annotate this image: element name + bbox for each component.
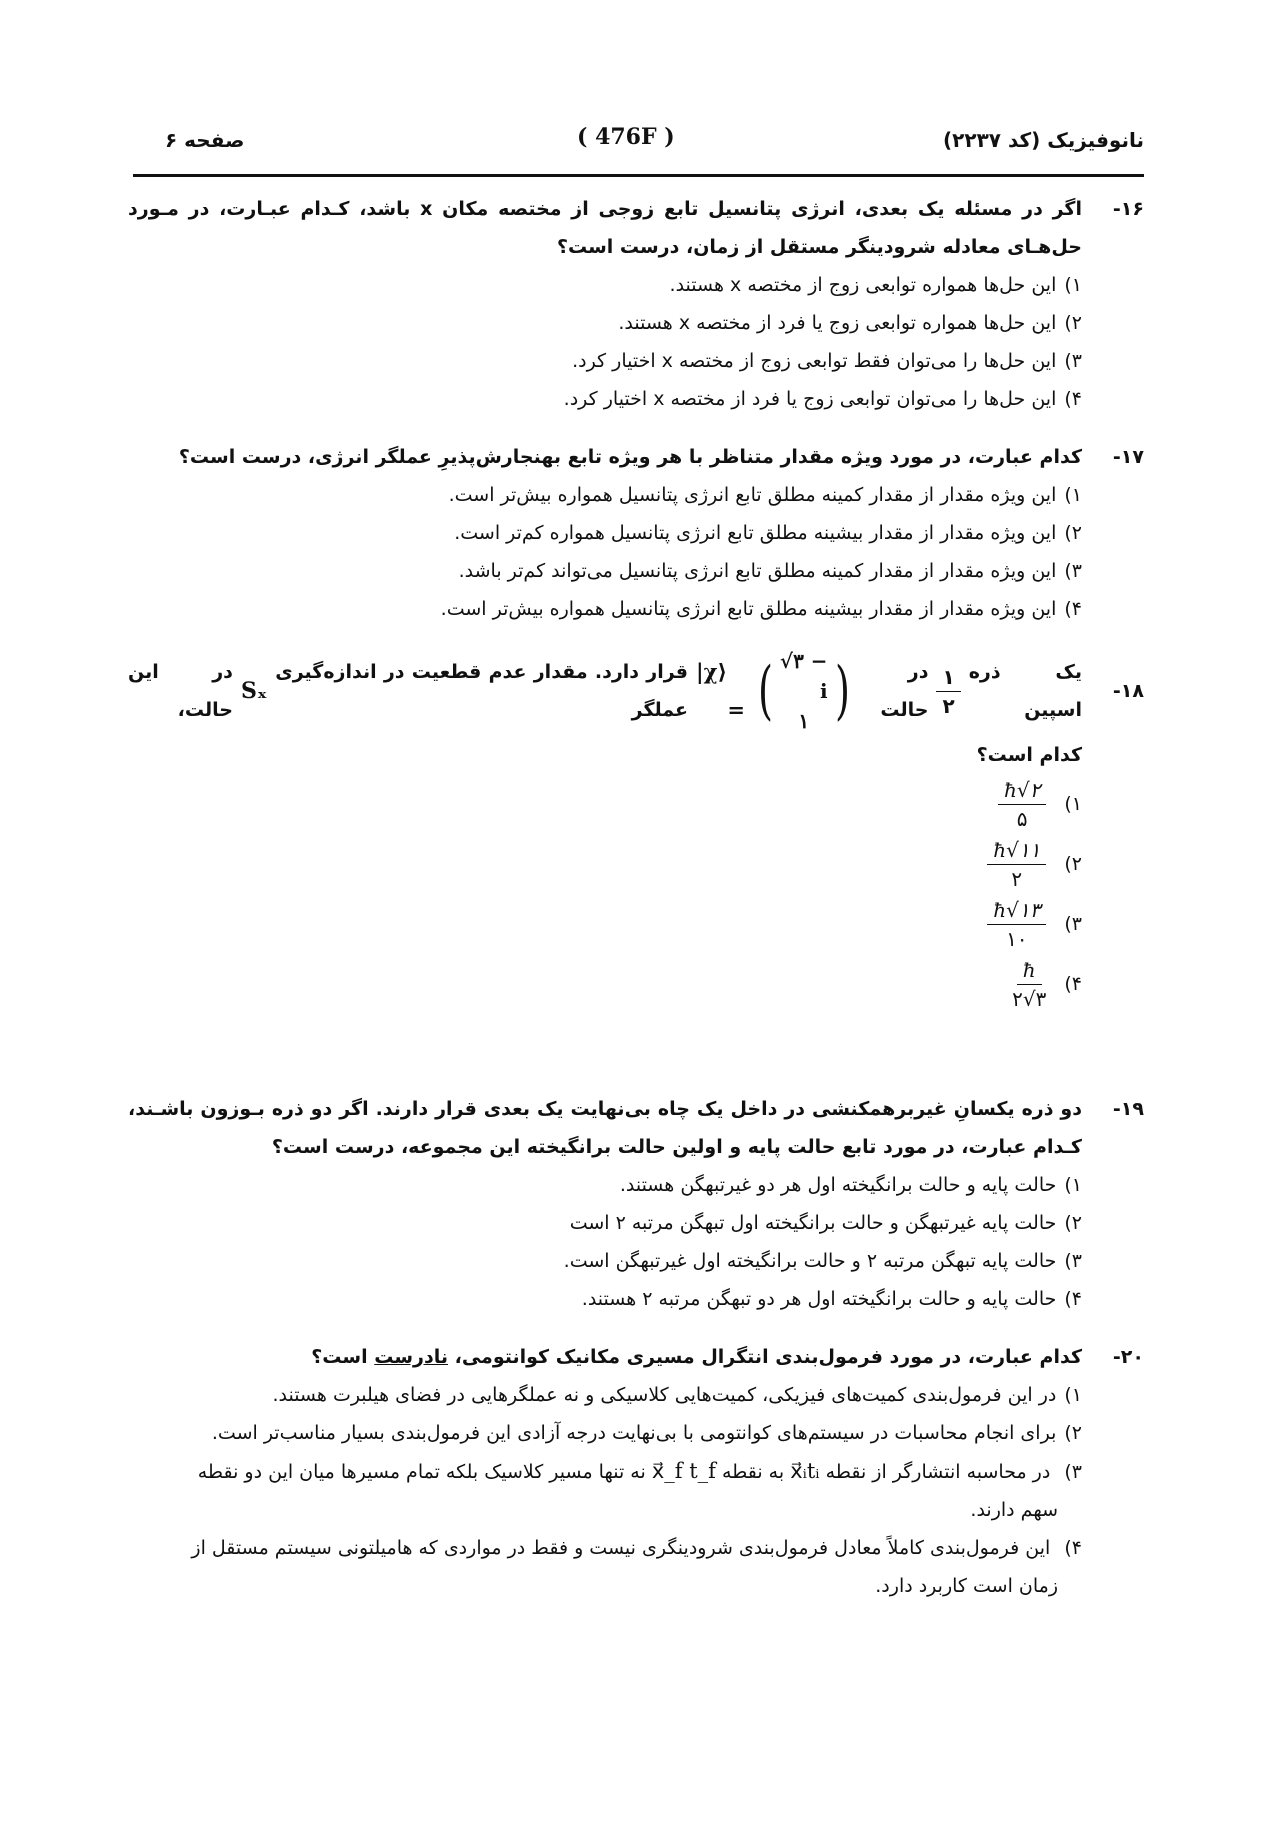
option-text: در این فرمول‌بندی کمیت‌های فیزیکی، کمیت‌هایی کلاسیکی و نه عملگرهایی در فضای هیلبرت هستند. bbox=[272, 1384, 1057, 1406]
option-number: ۳) bbox=[1064, 350, 1082, 372]
fraction-denominator: ۲√۳ bbox=[1012, 986, 1047, 1011]
ket-chi: |χ⟩ = bbox=[696, 659, 745, 722]
option-2[interactable] bbox=[128, 1414, 1082, 1452]
question-18 bbox=[128, 648, 1144, 1014]
option-text: این حل‌ها همواره توابعی زوج از مختصه x هستند. bbox=[669, 274, 1057, 296]
option-1[interactable] bbox=[128, 774, 1082, 834]
option-number: ۳) bbox=[1064, 560, 1082, 582]
option-text: این فرمول‌بندی کاملاً معادل فرمول‌بندی شرودینگری نیست و فقط در مواردی که هامیلتونی سیستم مستقل از bbox=[191, 1537, 1051, 1559]
question-text bbox=[128, 648, 1082, 734]
option-text: این ویژه مقدار از مقدار بیشینه مطلق تابع انرژی پتانسیل همواره کم‌تر است. bbox=[454, 522, 1057, 544]
question-number: ۱۹- bbox=[1112, 1098, 1144, 1120]
fraction-numerator: ħ bbox=[1017, 958, 1042, 985]
option-fraction bbox=[1012, 958, 1046, 1011]
point-final: x⃗_f t_f bbox=[651, 1459, 716, 1483]
option-1[interactable] bbox=[128, 1376, 1082, 1414]
question-19 bbox=[128, 1090, 1144, 1318]
option-number: ۲) bbox=[1064, 853, 1082, 875]
option-number: ۳) bbox=[1064, 913, 1082, 935]
option-4[interactable] bbox=[128, 590, 1082, 628]
question-17 bbox=[128, 438, 1144, 628]
fraction-numerator: ħ√۲ bbox=[998, 778, 1046, 805]
left-paren: ( bbox=[757, 654, 773, 728]
question-text-part: کدام عبارت، در مورد فرمول‌بندی انتگرال مسیری مکانیک کوانتومی، bbox=[454, 1346, 1082, 1368]
option-text: این حل‌ها را می‌توان توابعی زوج یا فرد از مختصه x اختیار کرد. bbox=[563, 388, 1057, 410]
option-text: این ویژه مقدار از مقدار بیشینه مطلق تابع انرژی پتانسیل همواره بیش‌تر است. bbox=[440, 598, 1057, 620]
fraction-denominator: ۲ bbox=[942, 693, 955, 718]
state-vector bbox=[753, 646, 855, 736]
question-number: ۱۸- bbox=[1112, 680, 1144, 702]
option-4[interactable] bbox=[128, 1280, 1082, 1318]
option-number: ۲) bbox=[1064, 1422, 1082, 1444]
question-text bbox=[128, 1338, 1082, 1376]
option-2[interactable] bbox=[128, 514, 1082, 552]
option-number: ۳) bbox=[1064, 1250, 1082, 1272]
option-number: ۱) bbox=[1064, 793, 1082, 815]
option-number: ۴) bbox=[1064, 1537, 1082, 1559]
option-3[interactable] bbox=[128, 894, 1082, 954]
question-number: ۲۰- bbox=[1112, 1346, 1144, 1368]
question-text-negation: نادرست bbox=[374, 1346, 448, 1368]
option-text: این حل‌ها همواره توابعی زوج یا فرد از مختصه x هستند. bbox=[618, 312, 1057, 334]
header-course-title: نانوفیزیک (کد ۲۲۳۷) bbox=[943, 128, 1144, 152]
option-text: این ویژه مقدار از مقدار کمینه مطلق تابع انرژی پتانسیل همواره بیش‌تر است. bbox=[448, 484, 1057, 506]
option-text-cont: سهم دارند. bbox=[970, 1499, 1058, 1521]
question-text-part: یک ذره اسپین bbox=[968, 661, 1082, 721]
option-text: این حل‌ها را می‌توان فقط توابعی زوج از مختصه x اختیار کرد. bbox=[572, 350, 1057, 372]
option-text: برای انجام محاسبات در سیستم‌های کوانتومی با بی‌نهایت درجه آزادی این فرمول‌بندی بسیار مناسب‌تر است. bbox=[211, 1422, 1057, 1444]
header-page-number: صفحه ۶ bbox=[165, 128, 245, 152]
fraction-numerator: ۱ bbox=[936, 665, 960, 692]
option-text: حالت پایه تبهگن مرتبه ۲ و حالت برانگیخته اول غیرتبهگن است. bbox=[563, 1250, 1057, 1272]
question-number: ۱۷- bbox=[1112, 446, 1144, 468]
option-number: ۱) bbox=[1064, 484, 1082, 506]
vector-top: √۳ − i bbox=[779, 649, 828, 703]
option-4[interactable] bbox=[128, 380, 1082, 418]
option-fraction bbox=[998, 778, 1046, 831]
option-number: ۲) bbox=[1064, 312, 1082, 334]
option-3[interactable] bbox=[128, 1452, 1082, 1529]
spin-half-fraction bbox=[936, 665, 960, 718]
header-divider bbox=[133, 174, 1144, 177]
option-number: ۱) bbox=[1064, 1384, 1082, 1406]
header-booklet-code: ( 476F ) bbox=[577, 124, 675, 150]
question-text: کدام عبارت، در مورد ویژه مقدار متناظر با هر ویژه تابع بهنجارش‌پذیرِ عملگر انرژی، درست است؟ bbox=[178, 446, 1082, 468]
option-4[interactable] bbox=[128, 1529, 1082, 1605]
vector-components bbox=[778, 646, 830, 736]
fraction-denominator: ۲ bbox=[1011, 866, 1023, 891]
option-3[interactable] bbox=[128, 342, 1082, 380]
option-text: حالت پایه غیرتبهگن و حالت برانگیخته اول تبهگن مرتبه ۲ است bbox=[569, 1212, 1057, 1234]
right-paren: ) bbox=[834, 654, 850, 728]
option-1[interactable] bbox=[128, 266, 1082, 304]
option-text: نه تنها مسیر کلاسیک بلکه تمام مسیرها میان این دو نقطه bbox=[197, 1461, 646, 1483]
option-4[interactable] bbox=[128, 954, 1082, 1014]
question-text: اگر در مسئله یک بعدی، انرژی پتانسیل تابع زوجی از مختصه مکان x باشد، کـدام عبـارت، در مـورد حل‌هـای معادله شرودینگر مستقل از زمان، درست است؟ bbox=[128, 198, 1082, 258]
option-number: ۲) bbox=[1064, 1212, 1082, 1234]
fraction-numerator: ħ√۱۱ bbox=[987, 838, 1046, 865]
question-text-part: در این حالت، bbox=[128, 661, 233, 721]
option-fraction bbox=[987, 898, 1046, 951]
option-2[interactable] bbox=[128, 1204, 1082, 1242]
option-text: حالت پایه و حالت برانگیخته اول هر دو غیرتبهگن هستند. bbox=[619, 1174, 1057, 1196]
question-text: دو ذره یکسانِ غیربرهمکنشی در داخل یک چاه بی‌نهایت یک بعدی قرار دارند. اگر دو ذره بـوزون باشـند، کـدام عبارت، در مورد تابع حالت پایه و اولین حالت برانگیخته این مجموعه، درست است؟ bbox=[128, 1098, 1082, 1158]
vector-bottom: ۱ bbox=[798, 709, 810, 733]
option-text: به نقطه bbox=[721, 1461, 785, 1483]
option-number: ۱) bbox=[1064, 1174, 1082, 1196]
option-number: ۴) bbox=[1064, 1288, 1082, 1310]
option-number: ۱) bbox=[1064, 274, 1082, 296]
option-1[interactable] bbox=[128, 1166, 1082, 1204]
question-16 bbox=[128, 190, 1144, 418]
point-initial: x⃗ᵢtᵢ bbox=[790, 1459, 820, 1483]
option-number: ۴) bbox=[1064, 388, 1082, 410]
question-text-part: است؟ bbox=[311, 1346, 368, 1368]
operator-sx: Sₓ bbox=[240, 678, 268, 704]
fraction-denominator: ۵ bbox=[1016, 806, 1028, 831]
option-number: ۴) bbox=[1064, 973, 1082, 995]
question-text-part: در حالت bbox=[880, 661, 929, 721]
option-number: ۲) bbox=[1064, 522, 1082, 544]
option-fraction bbox=[987, 838, 1046, 891]
fraction-numerator: ħ√۱۳ bbox=[987, 898, 1046, 925]
question-text-cont: کدام است؟ bbox=[976, 744, 1082, 766]
option-2[interactable] bbox=[128, 304, 1082, 342]
question-20 bbox=[128, 1338, 1144, 1605]
option-text: این ویژه مقدار از مقدار کمینه مطلق تابع انرژی پتانسیل می‌تواند کم‌تر باشد. bbox=[458, 560, 1057, 582]
option-2[interactable] bbox=[128, 834, 1082, 894]
option-text-cont: زمان است کاربرد دارد. bbox=[875, 1575, 1058, 1597]
option-text: حالت پایه و حالت برانگیخته اول هر دو تبهگن مرتبه ۲ هستند. bbox=[581, 1288, 1057, 1310]
option-3[interactable] bbox=[128, 552, 1082, 590]
question-text-part: قرار دارد. مقدار عدم قطعیت در اندازه‌گیری عملگر bbox=[275, 661, 688, 721]
option-text: در محاسبه انتشارگر از نقطه bbox=[825, 1461, 1051, 1483]
question-number: ۱۶- bbox=[1112, 198, 1144, 220]
fraction-denominator: ۱۰ bbox=[1006, 926, 1028, 951]
option-3[interactable] bbox=[128, 1242, 1082, 1280]
option-number: ۴) bbox=[1064, 598, 1082, 620]
option-1[interactable] bbox=[128, 476, 1082, 514]
option-number: ۳) bbox=[1064, 1461, 1082, 1483]
